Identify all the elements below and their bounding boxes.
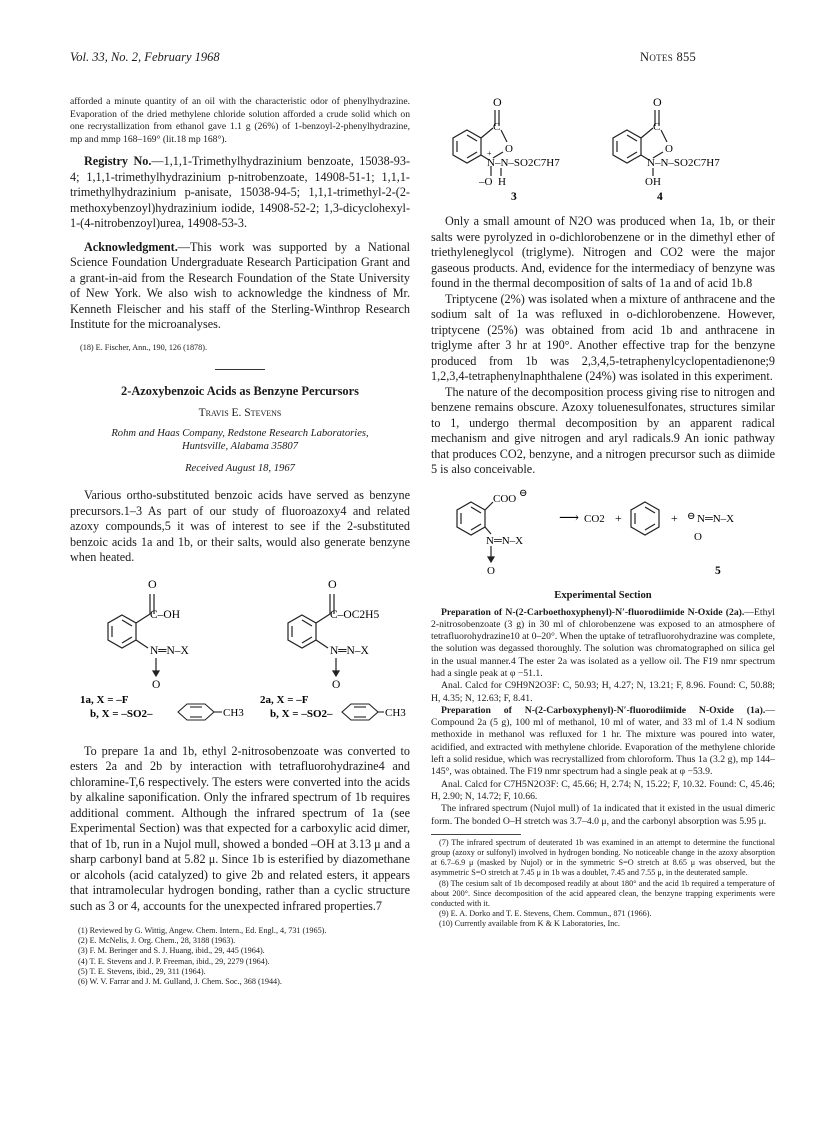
s1-label-a: 1a, X = –F bbox=[80, 693, 129, 706]
footnote-6: (6) W. V. Farrar and J. M. Gulland, J. Chem. Soc., 368 (1944). bbox=[78, 977, 282, 987]
mechanism-paragraph: The nature of the decomposition process giving rise to nitrogen and benzene remains obscure. Azoxy toluenesulfonates, structures similar to 1, undergo thermal decomposition by an apparent radical mechanism and give nitrogen and aryl radicals.9 An ionic pathway that produces CO2, benzyne, and a nitrogen precursor such as diimide 5 is also conceivable. bbox=[431, 384, 775, 476]
s5-number: 5 bbox=[715, 564, 721, 577]
s5-diimide: N═N–X bbox=[697, 512, 735, 525]
footnote-8: (8) The cesium salt of 1b decomposed readily at about 180° and the acid 1b required a temperature of about 200°. Since decomposition of the acid appeared clean, the benzyne trapping experiments were conducted with it. bbox=[431, 878, 775, 909]
footnote-4: (4) T. E. Stevens and J. P. Freeman, ibid., 29, 2279 (1964). bbox=[78, 956, 270, 966]
s2-methyl: CH3 bbox=[385, 706, 406, 719]
analysis-1a: Anal. Calcd for C7H5N2O3F: C, 45.66; H, 2.74; N, 15.22; F, 10.32. Found: C, 45.46; H, 2.90; N, 14.72; F, 10.66. bbox=[431, 778, 775, 802]
registry-label: Registry No. bbox=[84, 154, 152, 169]
structures-1-2 bbox=[70, 570, 410, 738]
s5-reactant-ring bbox=[457, 502, 494, 562]
footnote-18: (18) E. Fischer, Ann., 190, 126 (1878). bbox=[80, 342, 208, 352]
s3-plus: + bbox=[487, 149, 492, 158]
left-column bbox=[70, 96, 410, 987]
running-header-left: Vol. 33, No. 2, February 1968 bbox=[70, 50, 220, 64]
s3-carbonyl-o: O bbox=[493, 96, 502, 109]
s2-label-b: b, X = –SO2– bbox=[270, 707, 333, 720]
pyrolysis-paragraph: Only a small amount of N2O was produced when 1a, 1b, or their salts were pyrolyzed in o-dichlorobenzene or in the dimethyl ether of triethyleneglycol (triglyme). Nitrogen and CO2 were the major gaseous products. And, evidence for the intermediacy of benzyne was found in the thermal decomposition of salts of 1a and of acid 1b.8 bbox=[431, 214, 775, 290]
s2-carbonyl-o: O bbox=[328, 576, 337, 591]
footnote-1: (1) Reviewed by G. Wittig, Angew. Chem. Intern., Ed. Engl., 4, 731 (1965). bbox=[78, 926, 327, 936]
s5-plus-2: + bbox=[671, 510, 678, 525]
acknowledgment-label: Acknowledgment. bbox=[84, 239, 178, 254]
s4-number: 4 bbox=[657, 191, 663, 203]
s3-ring-o: O bbox=[505, 143, 513, 155]
section-divider bbox=[215, 369, 265, 370]
footnote-rule bbox=[431, 834, 521, 835]
prep-1a-title: Preparation of N-(2-Carboxyphenyl)-N′-fluorodiimide N-Oxide (1a). bbox=[441, 704, 766, 716]
s5-co2: CO2 bbox=[584, 512, 605, 525]
footnote-5: (5) T. E. Stevens, ibid., 29, 311 (1964). bbox=[78, 966, 206, 976]
s1-azoxy-o: O bbox=[152, 678, 161, 691]
affiliation-line-1: Rohm and Haas Company, Redstone Research Laboratories, bbox=[111, 428, 369, 440]
affiliation-line-2: Huntsville, Alabama 35807 bbox=[181, 441, 299, 453]
s5-azoxy-o: O bbox=[487, 564, 495, 577]
infrared-paragraph: The infrared spectrum (Nujol mull) of 1a indicated that it existed in the usual dimeric form. The bonded O–H stretch was 3.7–4.0 μ, and the carbonyl absorption was 5.95 μ. bbox=[431, 803, 775, 827]
analysis-2a: Anal. Calcd for C9H9N2O3F: C, 50.93; H, 4.27; N, 13.21; F, 8.96. Found: C, 50.88; H, 4.35; N, 12.63; F, 8.41. bbox=[431, 680, 775, 704]
s5-plus-1: + bbox=[615, 510, 622, 525]
footnote-10: (10) Currently available from K & K Laboratories, Inc. bbox=[439, 919, 620, 929]
prep-2a-title: Preparation of N-(2-Carboethoxyphenyl)-N′-fluorodiimide N-Oxide (2a). bbox=[441, 606, 745, 618]
intro-paragraph: Various ortho-substituted benzoic acids have served as benzyne precursors.1–3 As part of our study of fluoroazoxy4 and related azoxy compounds,5 it was of interest to see if the 2-substituted benzoic acids 1a and 1b, or their salts, would also generate benzyne when heated. bbox=[70, 488, 410, 565]
prep-1a-text: —Compound 2a (5 g), 100 ml of methanol, 10 ml of water, and 33 ml of 1.4 N sodium methoxide in methanol was refluxed for 1 hr. The mixture was poured into water, acidified, and extracted with methylene chloride. Evaporation of the methylene chloride left a solid residue, which was recrystallized from chloroform. Thus 1a (3.2 g), mp 144–145°, was obtained. The F19 nmr spectrum had a single peak at φ −53.9. bbox=[431, 704, 775, 778]
s4-n-chain: N–N–SO2C7H7 bbox=[647, 157, 720, 169]
footnote-9: (9) E. A. Dorko and T. E. Stevens, Chem. Commun., 871 (1966). bbox=[439, 909, 652, 919]
s1-azoxy-group: N═N–X bbox=[150, 644, 189, 657]
registry-text: —1,1,1-Trimethylhydrazinium benzoate, 15038-93-4; 1,1,1-trimethylhydrazinium p-nitrobenzoate, 14908-51-1; 1,1,1-trimethylhydrazinium p-anisate, 15038-94-5; 1,1,1-trimethyl-2-(2-methoxybenzoyl)hydrazinium iodide, 14908-52-2; 1,3-dicyclohexyl-1-(4-nitrobenzoyl)urea, 14908-53-3. bbox=[70, 154, 410, 231]
registry-paragraph bbox=[70, 154, 410, 232]
s4-carbonyl-o: O bbox=[653, 96, 662, 109]
s2-azoxy-o: O bbox=[332, 678, 341, 691]
s5-ominus: ⊖ bbox=[519, 487, 528, 499]
prep-2a-text: —Ethyl 2-nitrosobenzoate (3 g) in 30 ml of chlorobenzene was exposed to an atmosphere of tetrafluorohydrazine10 at 0–20°. When the uptake of tetrafluorohydrazine was complete, the solution was degassed thoroughly. The solution was chromatographed on silica gel in the usual manner.4 The ester 2a was isolated as a yellow oil. The F19 nmr spectrum had a single peak at φ −51.1. bbox=[431, 606, 775, 679]
footnote-3: (3) F. M. Beringer and S. J. Huang, ibid., 29, 445 (1964). bbox=[78, 946, 265, 956]
prep-2a-paragraph bbox=[431, 607, 775, 681]
running-header-right: Notes 855 bbox=[640, 50, 697, 64]
s1-acid-group: C–OH bbox=[150, 608, 181, 621]
s4-c: C bbox=[653, 121, 661, 133]
author: Travis E. Stevens bbox=[198, 407, 282, 420]
s5-diimide-o: O bbox=[694, 530, 702, 543]
prep-1a-paragraph bbox=[431, 705, 775, 779]
s4-oh: OH bbox=[645, 176, 661, 188]
footnote-2: (2) E. McNelis, J. Org. Chem., 28, 3188 (1963). bbox=[78, 936, 236, 946]
footnote-7: (7) The infrared spectrum of deuterated 1b was examined in an attempt to determine the functional group (azoxy or sulfonyl) involved in hydrogen bonding. No noticeable change in the azoxy absorption at 6.7–6.9 μ (masked by Nujol) or in the symmetric S=O stretch at 8.65 μ was observed, but the asymmetric S=O stretch at 7.45 μ in 1b was a doublet, 7.45 and 7.55 μ, in the deuterated sample. bbox=[431, 837, 775, 878]
synthesis-paragraph: To prepare 1a and 1b, ethyl 2-nitrosobenzoate was converted to esters 2a and 2b by interaction with tetrafluorohydrazine4 and chloramine-T,6 respectively. The esters were converted into the acids by alkaline saponification. Only the infrared spectrum of 1b requires additional comment. Although the infrared spectrum of 1a (see Experimental Section) was that expected for a carboxylic acid dimer, that of 1b, run in a Nujol mull, showed a bonded –OH at 3.13 μ and a sharp carbonyl band at 5.82 μ. Since 1b is esterified by diazomethane or alcohols (acid catalyzed) to give 2b and related esters, it appears that intramolecular hydrogen bonding, rather than a cyclic structure such as 3 or 4, accounts for the unexpected infrared properties.7 bbox=[70, 743, 410, 913]
s5-coo: COO bbox=[493, 492, 517, 505]
s2-tolyl-ring bbox=[342, 704, 384, 720]
s5-minus: ⊖ bbox=[687, 510, 696, 522]
s1-methyl: CH3 bbox=[223, 706, 244, 719]
right-column bbox=[431, 96, 775, 930]
structure-1 bbox=[108, 594, 159, 676]
acknowledgment-paragraph bbox=[70, 240, 410, 333]
s1-carbonyl-o: O bbox=[148, 576, 157, 591]
structures-3-4 bbox=[431, 96, 775, 206]
acknowledgment-text: —This work was supported by a National Science Foundation Undergraduate Research Participation Grant and a grant-in-aid from the Research Foundation of the State University of New York. We also wish to acknowledge the kindness of Mr. Kenneth Fleischer and his staff of the Sterling-Winthrop Research Institute for the microanalyses. bbox=[70, 239, 410, 332]
s2-azoxy-group: N═N–X bbox=[330, 644, 369, 657]
scheme-5 bbox=[431, 482, 775, 580]
s2-label-a: 2a, X = –F bbox=[260, 693, 309, 706]
s5-arrow: ⟶ bbox=[559, 510, 580, 526]
continuation-paragraph: afforded a minute quantity of an oil with the characteristic odor of phenylhydrazine. Evaporation of the dried methylene chloride solution afforded a crude solid which on one recrystallization from ethanol gave 1.1 g (26%) of 1-benzoyl-2-phenylhydrazine, mp and mmp 168–169° (lit.18 mp 168°). bbox=[70, 96, 410, 145]
article-title: 2-Azoxybenzoic Acids as Benzyne Percursors bbox=[121, 384, 359, 399]
s3-ominus: –O bbox=[479, 176, 493, 188]
left-footnotes bbox=[70, 926, 410, 987]
s3-n-chain: N–N–SO2C7H7 bbox=[487, 157, 560, 169]
structure-2 bbox=[288, 594, 339, 676]
s3-c: C bbox=[493, 121, 501, 133]
s2-ester-group: C–OC2H5 bbox=[330, 608, 380, 621]
s1-label-b: b, X = –SO2– bbox=[90, 707, 153, 720]
s3-number: 3 bbox=[511, 191, 517, 203]
s5-azoxy: N═N–X bbox=[486, 534, 524, 547]
s1-tolyl-ring bbox=[178, 704, 222, 720]
s4-ring-o: O bbox=[665, 143, 673, 155]
experimental-heading: Experimental Section bbox=[554, 589, 652, 601]
received-date: Received August 18, 1967 bbox=[185, 463, 295, 475]
triptycene-paragraph: Triptycene (2%) was isolated when a mixture of anthracene and the sodium salt of 1a was refluxed in o-dichlorobenzene. However, triptycene (25%) was obtained from acid 1b and anthracene in triglyme after 3 hr at 190°. Another effective trap for the benzyne produced from 1b was 2,3,4,5-tetraphenylcyclopentadienone;9 1,2,3,4-tetraphenylnaphthalene (24%) was isolated in this experiment. bbox=[431, 291, 775, 383]
s5-benzyne-ring bbox=[631, 502, 659, 535]
s3-h: H bbox=[498, 176, 506, 188]
